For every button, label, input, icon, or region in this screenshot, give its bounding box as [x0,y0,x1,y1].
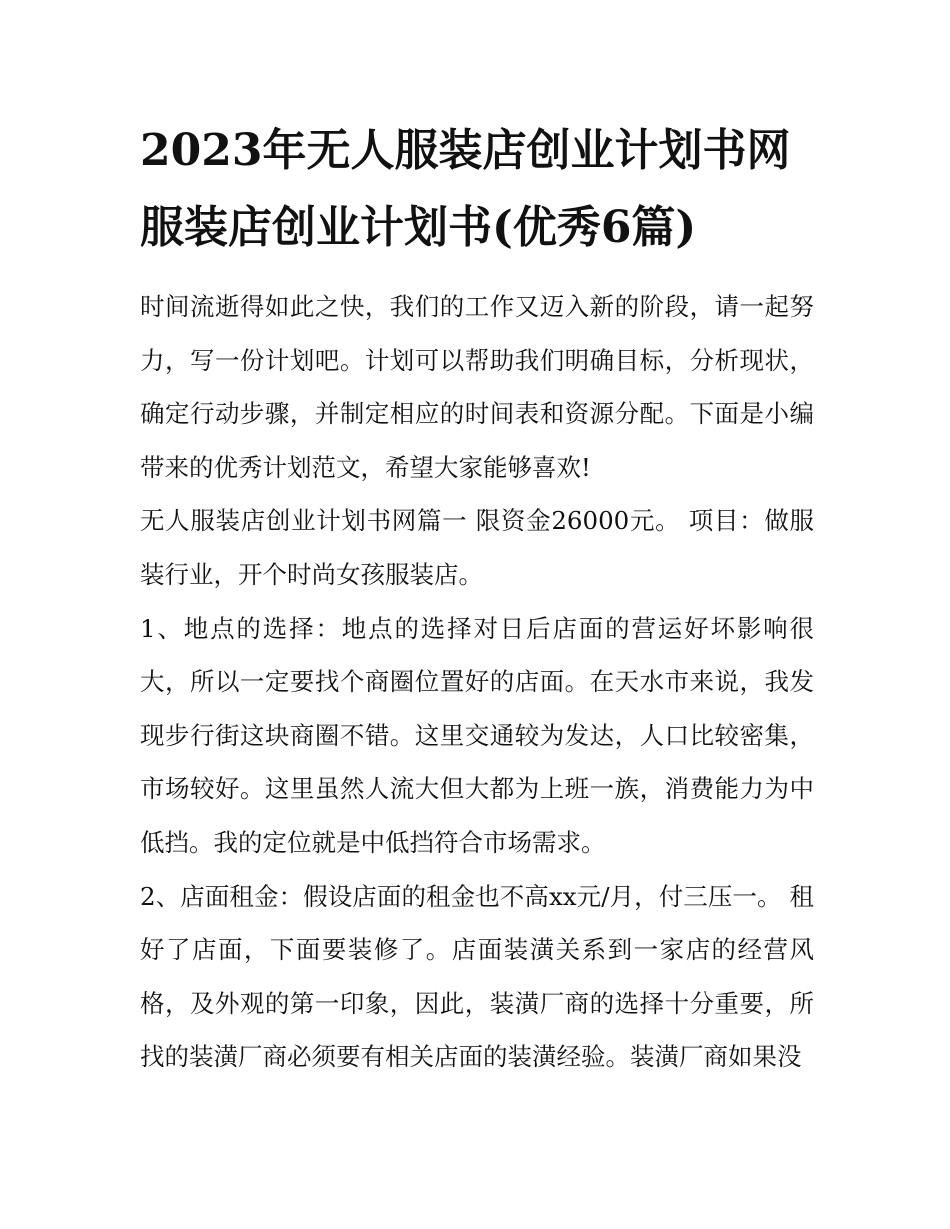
body-paragraph-rent: 2、店面租金：假设店面的租金也不高xx元/月，付三压一。 租好了店面，下面要装修了。店面装潢关系到一家店的经营风格，及外观的第一印象，因此，装潢厂商的选择十分重要，所找的装潢厂商必须要有相关店面的装潢经验。装潢厂商如果没 [140,881,814,1072]
body-paragraph-project: 无人服装店创业计划书网篇一 限资金26000元。 项目：做服装行业，开个时尚女孩服装店。 [140,506,814,589]
body-paragraph-intro: 时间流逝得如此之快，我们的工作又迈入新的阶段，请一起努力，写一份计划吧。计划可以帮助我们明确目标，分析现状，确定行动步骤，并制定相应的时间表和资源分配。下面是小编带来的优秀计划范文，希望大家能够喜欢! [140,292,814,482]
document-page [140,112,814,1084]
document-body [140,280,814,1084]
body-paragraph-location: 1、地点的选择：地点的选择对日后店面的营运好坏影响很大，所以一定要找个商圈位置好的店面。在天水市来说，我发现步行街这块商圈不错。这里交通较为发达，人口比较密集，市场较好。这里虽然人流大但大都为上班一族，消费能力为中低挡。我的定位就是中低挡符合市场需求。 [140,613,814,857]
document-title: 2023年无人服装店创业计划书网 服装店创业计划书(优秀6篇) [140,125,791,253]
